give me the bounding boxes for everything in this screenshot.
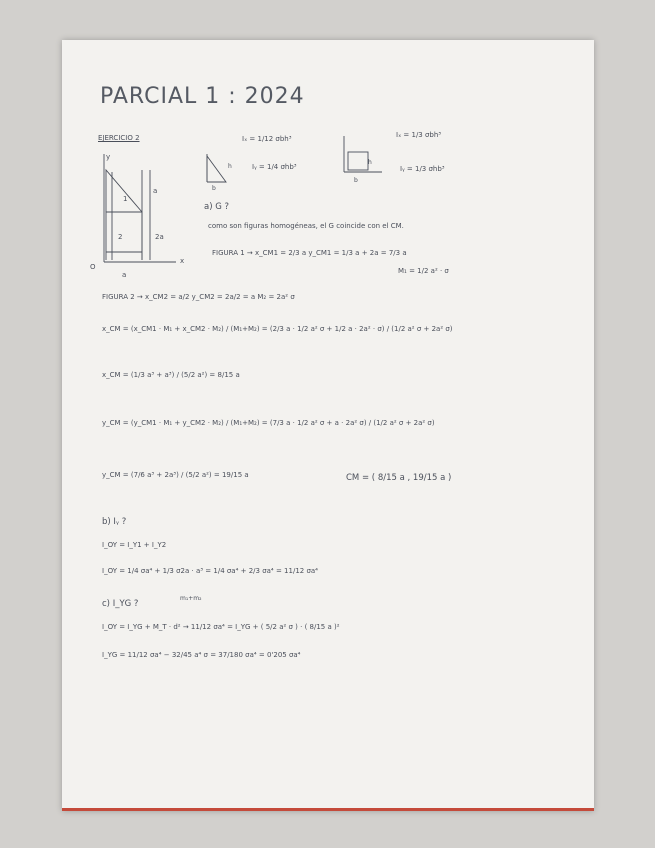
cm-result: CM = ( 8/15 a , 19/15 a ) <box>346 473 452 483</box>
triangle-inset-diagram <box>204 150 244 186</box>
triangle-iy-formula: Iᵧ = 1/4 σhb³ <box>252 163 297 171</box>
figure-y-axis-label: y <box>106 153 111 161</box>
triangle-h-label: h <box>228 163 232 170</box>
triangle-ix-formula: Iₓ = 1/12 σbh³ <box>242 135 292 143</box>
part-c-line2: I_YG = 11/12 σa⁴ − 32/45 a⁴ σ = 37/180 σa⁴ = 0'205 σa⁴ <box>102 651 301 659</box>
rectangle-b-label: b <box>354 177 358 184</box>
part-c-question: c) I_YG ? <box>102 599 139 609</box>
part-b-line2: I_OY = 1/4 σa⁴ + 1/3 σ2a · a³ = 1/4 σa⁴ + 2/3 σa⁴ = 11/12 σa⁴ <box>102 567 318 575</box>
composite-figure-diagram <box>92 152 192 267</box>
triangle-b-label: b <box>212 185 216 192</box>
part-a-question: a) G ? <box>204 202 230 212</box>
figure-region-2-label: 2 <box>118 233 123 241</box>
rectangle-iy-formula: Iᵧ = 1/3 σhb³ <box>400 165 445 173</box>
part-b-line1: I_OY = I_Y1 + I_Y2 <box>102 541 167 549</box>
figure1-cm: FIGURA 1 → x_CM1 = 2/3 a y_CM1 = 1/3 a + 2a = 7/3 a <box>212 249 407 257</box>
xcm-result: x_CM = (1/3 a³ + a³) / (5/2 a²) = 8/15 a <box>102 371 240 379</box>
page-title: PARCIAL 1 : 2024 <box>100 84 305 109</box>
part-c-line1: I_OY = I_YG + M_T · d² → 11/12 σa⁴ = I_YG + ( 5/2 a² σ ) · ( 8/15 a )² <box>102 623 340 631</box>
paper-sheet <box>62 40 594 811</box>
figure2-cm-mass: FIGURA 2 → x_CM2 = a/2 y_CM2 = 2a/2 = a M₂ = 2a² σ <box>102 293 295 301</box>
figure-region-1-label: 1 <box>123 195 128 203</box>
rectangle-inset-diagram <box>342 136 387 176</box>
ycm-result: y_CM = (7/6 a³ + 2a³) / (5/2 a²) = 19/15 a <box>102 471 249 479</box>
figure1-mass: M₁ = 1/2 a² · σ <box>398 267 449 275</box>
figure-origin-label: O <box>90 263 96 271</box>
figure-dim-a-top: a <box>153 187 158 195</box>
rectangle-ix-formula: Iₓ = 1/3 σbh³ <box>396 131 442 139</box>
part-b-question: b) Iᵧ ? <box>102 517 127 527</box>
figure-dim-2a: 2a <box>155 233 164 241</box>
rectangle-h-label: h <box>368 159 372 166</box>
figure-x-axis-label: x <box>180 257 185 265</box>
part-c-note: m₁+m₂ <box>180 595 202 602</box>
exercise-label: EJERCICIO 2 <box>98 134 140 142</box>
xcm-formula: x_CM = (x_CM1 · M₁ + x_CM2 · M₂) / (M₁+M₂) = (2/3 a · 1/2 a² σ + 1/2 a · 2a² · σ) / (1/2 a² σ + 2a² σ) <box>102 325 453 333</box>
figure-dim-a-bottom: a <box>122 271 127 279</box>
ycm-formula: y_CM = (y_CM1 · M₁ + y_CM2 · M₂) / (M₁+M₂) = (7/3 a · 1/2 a² σ + a · 2a² σ) / (1/2 a² σ + 2a² σ) <box>102 419 435 427</box>
part-a-note: como son figuras homogéneas, el G coincide con el CM. <box>208 222 404 230</box>
